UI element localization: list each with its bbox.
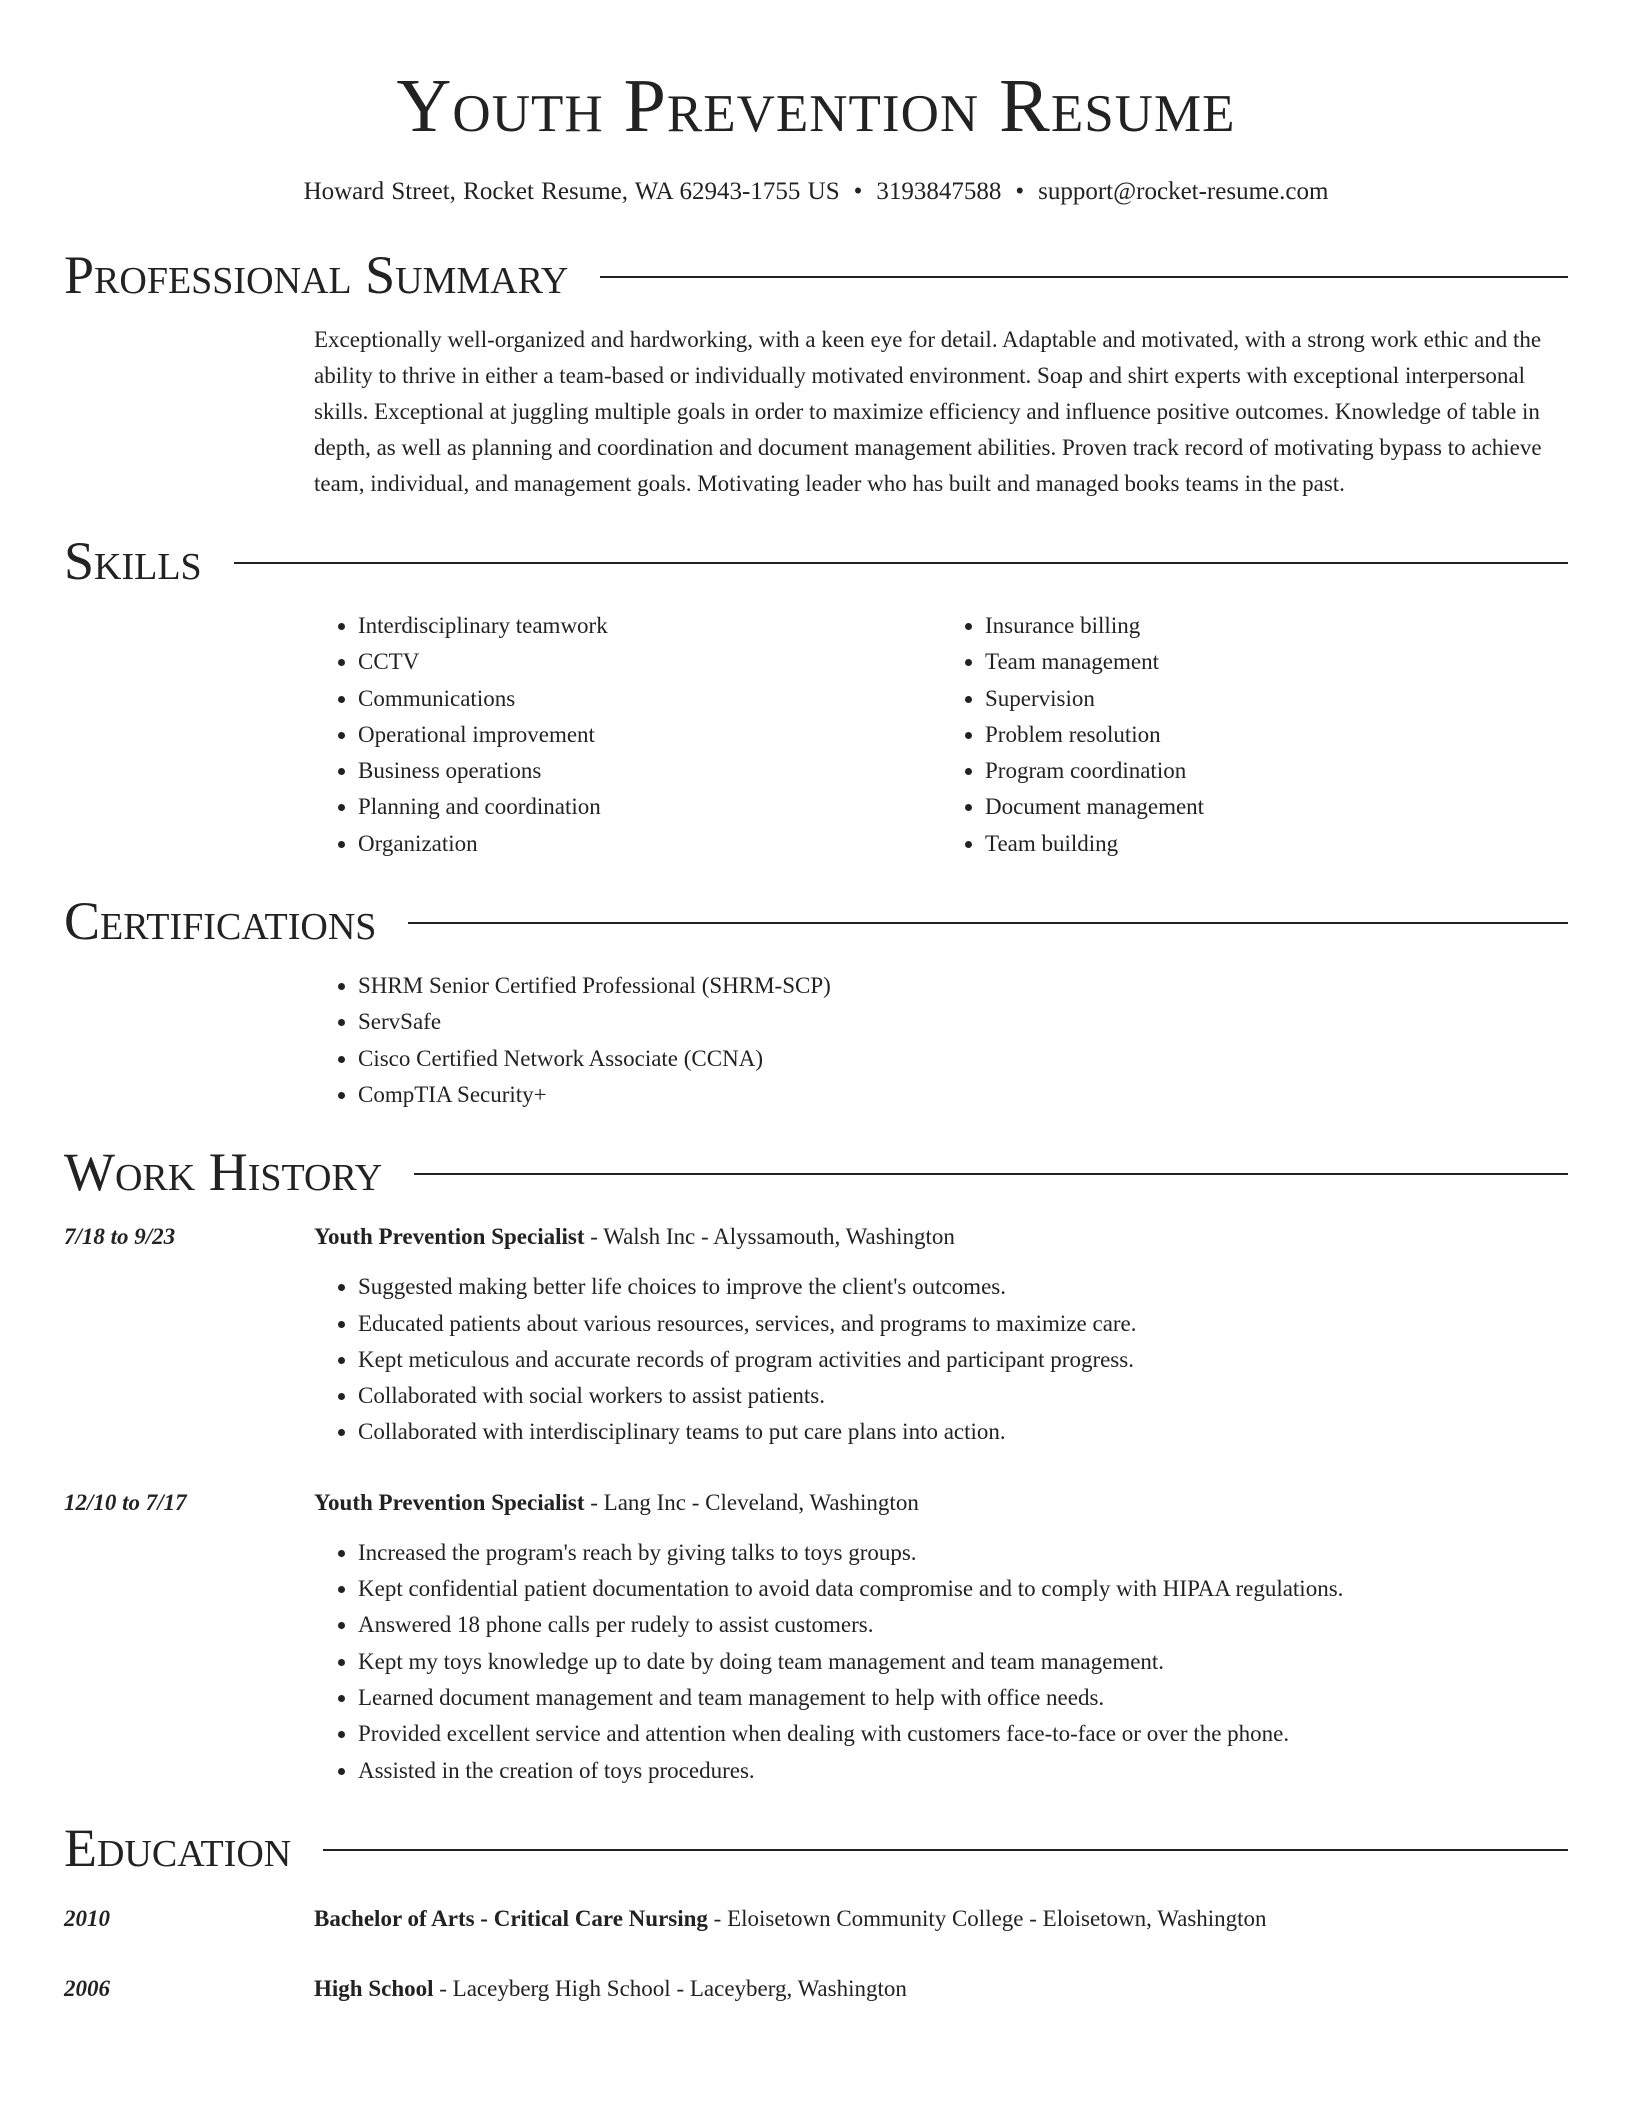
- list-item: • ServSafe: [358, 1004, 1568, 1040]
- resume-page: [64, 0, 1568, 2007]
- separator: •: [853, 178, 863, 205]
- education-details: [314, 1971, 907, 2007]
- education-school: - Laceyberg High School - Laceyberg, Washington: [433, 1975, 907, 2001]
- skills-list: [314, 608, 1568, 862]
- list-item: • Document management: [985, 789, 1568, 825]
- job-title: Youth Prevention Specialist: [314, 1224, 585, 1250]
- skills-heading: Skills: [64, 531, 202, 591]
- list-item: • Cisco Certified Network Associate (CCNA): [358, 1041, 1568, 1077]
- list-item: • Team management: [985, 644, 1568, 680]
- list-item: • Operational improvement: [358, 717, 941, 753]
- contact-line: [64, 176, 1568, 208]
- list-item: • Collaborated with social workers to assist patients.: [358, 1378, 1568, 1414]
- education-entry: [64, 1901, 1568, 1937]
- summary-section-header: [64, 242, 1568, 308]
- job-dates: 12/10 to 7/17: [64, 1489, 187, 1515]
- list-item: • Suggested making better life choices to improve the client's outcomes.: [358, 1269, 1568, 1305]
- section-divider: [600, 276, 1568, 278]
- list-item: • CompTIA Security+: [358, 1077, 1568, 1113]
- resume-title: Youth Prevention Resume: [396, 64, 1236, 148]
- work-history-heading: Work History: [64, 1142, 383, 1203]
- list-item: • Kept confidential patient documentation to avoid data compromise and to comply with HIPAA regulations.: [358, 1571, 1568, 1607]
- skills-column-right: [941, 608, 1568, 862]
- education-year: 2006: [64, 1975, 110, 2001]
- certifications-heading: Certifications: [64, 891, 377, 952]
- list-item: • Increased the program's reach by giving talks to toys groups.: [358, 1535, 1568, 1571]
- email: support@rocket-resume.com: [1038, 178, 1329, 205]
- summary-text: Exceptionally well-organized and hardworking, with a keen eye for detail. Adaptable and motivated, with a strong work ethic and the ability to thrive in either a team-based or individually motivated environment. Soap and shirt experts with exceptional interpersonal skills. Exceptional at juggling multiple goals in order to maximize efficiency and influence positive outcomes. Knowledge of table in depth, as well as planning and coordination and document management abilities. Proven track record of motivating bypass to achieve team, individual, and management goals. Motivating leader who has built and managed books teams in the past.: [314, 327, 1542, 496]
- list-item: • Business operations: [358, 753, 941, 789]
- summary-heading: Professional Summary: [64, 245, 569, 305]
- job-entry: [64, 1485, 1568, 1789]
- education-entry: [64, 1971, 1568, 2007]
- education-degree: Bachelor of Arts - Critical Care Nursing: [314, 1905, 708, 1931]
- list-item: • Assisted in the creation of toys procedures.: [358, 1753, 1568, 1789]
- section-divider: [234, 562, 1568, 564]
- education-school: - Eloisetown Community College - Eloisetown, Washington: [707, 1905, 1267, 1931]
- job-dates: 7/18 to 9/23: [64, 1224, 176, 1250]
- certifications-list: [314, 968, 1568, 1113]
- list-item: • CCTV: [358, 644, 941, 680]
- job-employer: - Lang Inc - Cleveland, Washington: [584, 1489, 919, 1515]
- job-role: [314, 1219, 955, 1255]
- education-degree: High School: [314, 1975, 434, 2001]
- phone: 3193847588: [876, 178, 1002, 205]
- job-employer: - Walsh Inc - Alyssamouth, Washington: [584, 1224, 955, 1250]
- section-divider: [414, 1173, 1568, 1175]
- skills-section-header: [64, 528, 1568, 594]
- list-item: • SHRM Senior Certified Professional (SHRM-SCP): [358, 968, 1568, 1004]
- list-item: • Learned document management and team management to help with office needs.: [358, 1680, 1568, 1716]
- list-item: • Collaborated with interdisciplinary teams to put care plans into action.: [358, 1414, 1568, 1450]
- list-item: • Organization: [358, 826, 941, 862]
- list-item: • Answered 18 phone calls per rudely to assist customers.: [358, 1607, 1568, 1643]
- list-item: • Insurance billing: [985, 608, 1568, 644]
- list-item: • Interdisciplinary teamwork: [358, 608, 941, 644]
- education-section-header: [64, 1815, 1568, 1881]
- list-item: • Supervision: [985, 681, 1568, 717]
- skills-column-left: [314, 608, 941, 862]
- education-details: [314, 1901, 1267, 1937]
- job-bullets: [314, 1535, 1568, 1789]
- list-item: • Provided excellent service and attention when dealing with customers face-to-face or over the phone.: [358, 1716, 1568, 1752]
- list-item: • Kept meticulous and accurate records of program activities and participant progress.: [358, 1342, 1568, 1378]
- list-item: • Problem resolution: [985, 717, 1568, 753]
- separator: •: [1015, 178, 1025, 205]
- address: Howard Street, Rocket Resume, WA 62943-1755 US: [303, 178, 840, 205]
- list-item: • Team building: [985, 826, 1568, 862]
- list-item: • Program coordination: [985, 753, 1568, 789]
- section-divider: [408, 922, 1568, 924]
- list-item: • Educated patients about various resources, services, and programs to maximize care.: [358, 1306, 1568, 1342]
- work-history-section-header: [64, 1139, 1568, 1205]
- list-item: • Planning and coordination: [358, 789, 941, 825]
- section-divider: [323, 1849, 1568, 1851]
- list-item: • Kept my toys knowledge up to date by doing team management and team management.: [358, 1644, 1568, 1680]
- education-year: 2010: [64, 1905, 110, 1931]
- job-role: [314, 1485, 919, 1521]
- job-entry: [64, 1219, 1568, 1450]
- job-bullets: [314, 1269, 1568, 1450]
- job-title: Youth Prevention Specialist: [314, 1489, 585, 1515]
- education-heading: Education: [64, 1817, 292, 1878]
- list-item: • Communications: [358, 681, 941, 717]
- certifications-section-header: [64, 888, 1568, 954]
